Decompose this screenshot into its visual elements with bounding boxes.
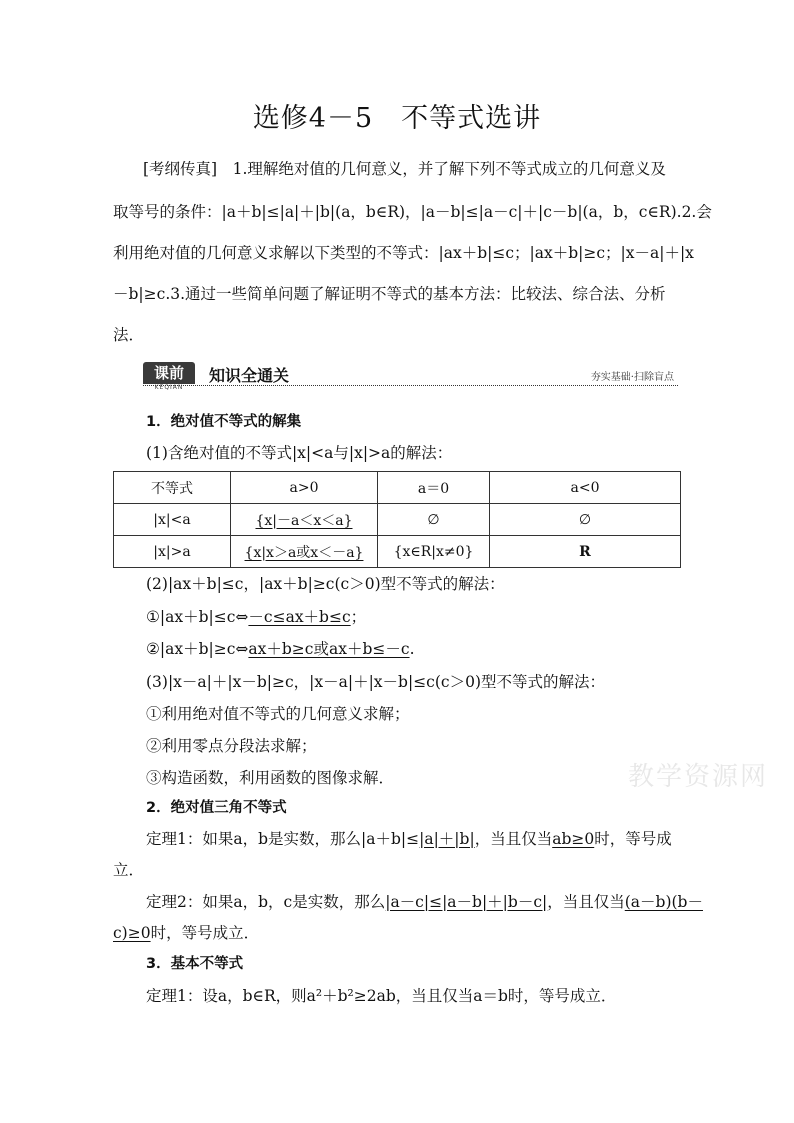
theorem-1-text: 时，等号成 xyxy=(594,830,672,848)
theorem-1-text: ，当且仅当 xyxy=(474,830,553,848)
table-header: 不等式 xyxy=(114,472,231,504)
table-row xyxy=(114,504,681,536)
table-cell: ∅ xyxy=(378,504,490,536)
intro-line-5: 法． xyxy=(113,326,145,344)
theorem-2-text: ，当且仅当 xyxy=(547,893,625,911)
intro-line-1: [考纲传真] 1.理解绝对值的几何意义，并了解下列不等式成立的几何意义及 xyxy=(143,160,666,178)
theorem-2-line-1 xyxy=(146,890,703,912)
banner-slogan: 夯实基础·扫除盲点 xyxy=(590,372,674,383)
intro-line-3: 利用绝对值的几何意义求解以下类型的不等式：|ax＋b|≤c；|ax＋b|≥c；|x－a|＋|x xyxy=(113,244,694,262)
section-3-heading: 3．基本不等式 xyxy=(146,956,244,972)
theorem-1-line-2: 立． xyxy=(113,861,145,879)
banner-title: 知识全通关 xyxy=(209,366,290,385)
solution-table xyxy=(113,471,681,568)
theorem-1-line-1 xyxy=(146,827,672,849)
method-item-1-answer: －c≤ax＋b≤c xyxy=(248,608,351,626)
theorem-2-condition-end: c)≥0 xyxy=(113,924,151,942)
theorem-1-condition: ab≥0 xyxy=(552,830,595,848)
section-1-sub-3: (3)|x－a|＋|x－b|≥c，|x－a|＋|x－b|≤c(c＞0)型不等式的解法： xyxy=(146,673,605,691)
banner-badge-sub: KEQIAN xyxy=(154,384,184,391)
intro-line-2: 取等号的条件：|a＋b|≤|a|＋|b|(a，b∈R)，|a－b|≤|a－c|＋|c－b|(a，b，c∈R).2.会 xyxy=(113,203,712,221)
method-line-2: ②利用零点分段法求解； xyxy=(146,737,317,755)
watermark: 教学资源网 xyxy=(628,762,769,792)
table-header: a>0 xyxy=(231,472,378,504)
table-header: a<0 xyxy=(490,472,681,504)
method-item-1-text: ①|ax＋b|≤c⇔ xyxy=(146,608,249,626)
table-cell: R xyxy=(490,536,681,568)
section-1-sub-1: (1)含绝对值的不等式|x|<a与|x|>a的解法： xyxy=(146,444,453,462)
method-item-1 xyxy=(146,605,366,627)
table-header: a＝0 xyxy=(378,472,490,504)
intro-line-4: －b|≥c.3.通过一些简单问题了解证明不等式的基本方法：比较法、综合法、分析 xyxy=(113,285,666,303)
section-2-heading: 2．绝对值三角不等式 xyxy=(146,800,287,816)
table-cell-answer: {x|－a＜x＜a} xyxy=(255,512,353,529)
theorem-2-text: 定理2：如果a，b，c是实数，那么 xyxy=(146,893,386,911)
method-line-1: ①利用绝对值不等式的几何意义求解； xyxy=(146,705,410,723)
table-cell: |x|<a xyxy=(114,504,231,536)
banner-badge: 课前 xyxy=(143,362,195,384)
table-cell: ∅ xyxy=(490,504,681,536)
table-cell: {x∈R|x≠0} xyxy=(378,536,490,568)
table-header-row xyxy=(114,472,681,504)
theorem-2-text: 时，等号成立． xyxy=(150,924,260,942)
table-cell xyxy=(231,504,378,536)
theorem-2-line-2 xyxy=(113,921,259,943)
table-row xyxy=(114,536,681,568)
table-cell xyxy=(231,536,378,568)
table-cell: |x|>a xyxy=(114,536,231,568)
method-line-3: ③构造函数，利用函数的图像求解． xyxy=(146,769,395,787)
theorem-2-answer: |a－c|≤|a－b|＋|b－c| xyxy=(385,893,548,911)
section-1-sub-2: (2)|ax＋b|≤c，|ax＋b|≥c(c＞0)型不等式的解法： xyxy=(146,575,505,593)
method-item-2-text: ②|ax＋b|≥c⇔ xyxy=(146,640,249,658)
theorem-1-answer: |a|＋|b| xyxy=(419,830,475,848)
method-item-2-end: . xyxy=(409,640,415,658)
basic-inequality-theorem: 定理1：设a，b∈R，则a²＋b²≥2ab，当且仅当a＝b时，等号成立． xyxy=(146,987,617,1005)
method-item-2-answer: ax＋b≥c或ax＋b≤－c xyxy=(248,640,410,658)
table-cell-answer: {x|x＞a或x＜－a} xyxy=(244,544,364,561)
page-title: 选修4－5 不等式选讲 xyxy=(252,103,542,134)
section-1-heading: 1．绝对值不等式的解集 xyxy=(146,414,302,430)
theorem-2-condition: (a－b)(b－ xyxy=(624,893,703,911)
banner-divider xyxy=(143,385,678,386)
section-banner xyxy=(143,362,678,391)
theorem-1-text: 定理1：如果a，b是实数，那么|a＋b|≤ xyxy=(146,830,420,848)
method-item-2 xyxy=(146,637,415,659)
method-item-1-end: ； xyxy=(350,608,367,626)
